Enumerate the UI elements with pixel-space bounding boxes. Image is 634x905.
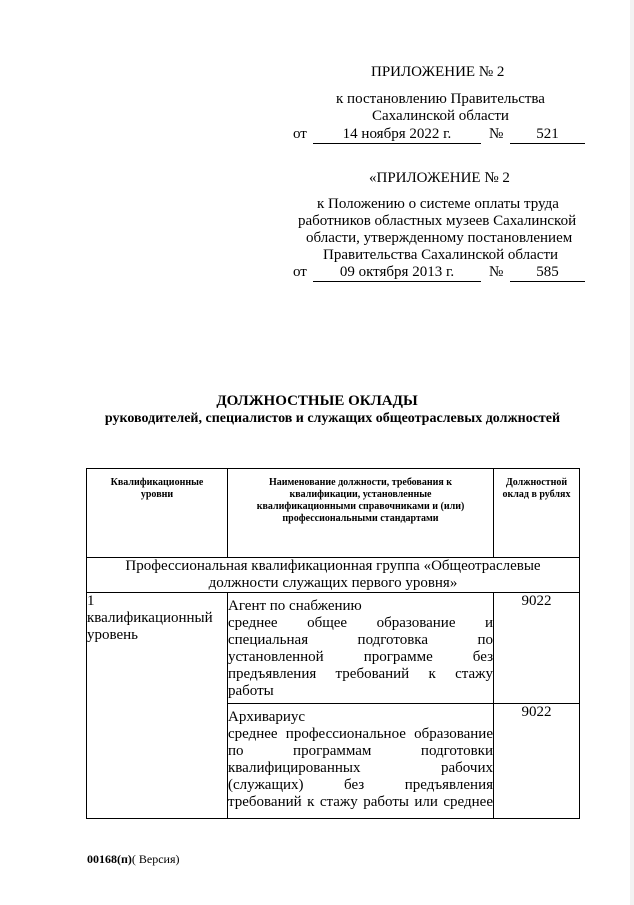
- document-code: [87, 852, 180, 866]
- document-subtitle: руководителей, специалистов и служащих общеотраслевых должностей: [104, 411, 561, 426]
- resolution-date: 14 ноября 2022 г.: [313, 126, 481, 144]
- resolution-line-1: к постановлению Правительства: [336, 91, 545, 107]
- original-number-label: №: [489, 264, 504, 280]
- table-header-row: [87, 469, 580, 558]
- original-appendix-title: «ПРИЛОЖЕНИЕ № 2: [369, 170, 510, 186]
- qualification-level: 1 квалификационный уровень: [87, 593, 228, 819]
- table-row: [87, 593, 580, 704]
- document-title: ДОЛЖНОСТНЫЕ ОКЛАДЫ: [216, 393, 418, 409]
- original-date: 09 октября 2013 г.: [313, 264, 481, 282]
- salary-archivist: 9022: [494, 704, 580, 819]
- original-appendix-line-2: работников областных музеев Сахалинской: [298, 213, 577, 229]
- appendix-title: ПРИЛОЖЕНИЕ № 2: [371, 64, 505, 80]
- resolution-line-2: Сахалинской области: [372, 108, 509, 124]
- salary-agent: 9022: [494, 593, 580, 704]
- professional-group: Профессиональная квалификационная группа «Общеотраслевые должности служащих первого уровня»: [87, 558, 580, 593]
- resolution-number: 521: [510, 126, 585, 144]
- position-agent: Агент по снабжению среднее общее образование и специальная подготовка по установленной программе без предъявления требований к стажу работы: [228, 593, 494, 704]
- group-row: [87, 558, 580, 593]
- scan-edge: [630, 0, 634, 905]
- header-salary: Должностной оклад в рублях: [494, 469, 580, 558]
- original-appendix-line-4: Правительства Сахалинской области: [323, 247, 559, 263]
- original-number: 585: [510, 264, 585, 282]
- header-position-requirements: Наименование должности, требования к квалификации, установленные квалификационными справочниками и (или) профессиональными стандартами: [228, 469, 494, 558]
- document-version: ( Версия): [131, 852, 180, 866]
- original-date-from-label: от: [293, 264, 307, 280]
- position-archivist: Архивариус среднее профессиональное образование по программам подготовки квалифицированных рабочих (служащих) без предъявления требований к стажу работы или среднее: [228, 704, 494, 819]
- header-qualification-levels: Квалификационные уровни: [87, 469, 228, 558]
- number-label: №: [489, 126, 504, 142]
- date-from-label: от: [293, 126, 307, 142]
- original-appendix-line-1: к Положению о системе оплаты труда: [317, 196, 559, 212]
- salary-table: [86, 468, 580, 819]
- document-code-number: 00168(п): [87, 852, 132, 866]
- original-appendix-line-3: области, утвержденному постановлением: [306, 230, 573, 246]
